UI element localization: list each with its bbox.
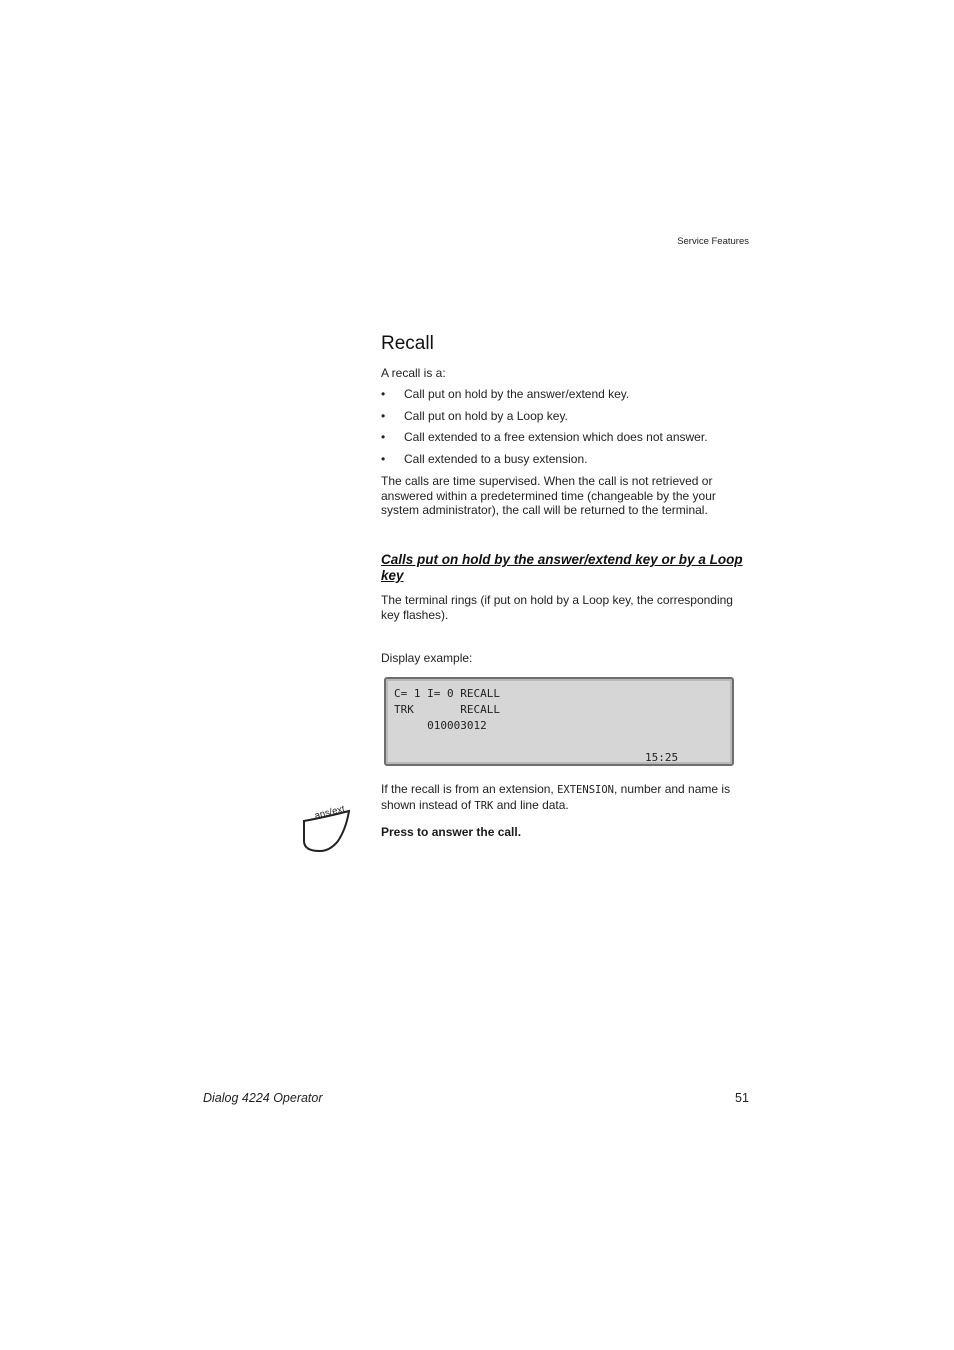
key-label: ans/ext xyxy=(313,803,346,822)
intro-text: A recall is a: xyxy=(381,366,446,380)
list-item-text: Call put on hold by a Loop key. xyxy=(404,408,568,423)
running-header: Service Features xyxy=(677,236,749,247)
section-subheading: Calls put on hold by the answer/extend key or by a Loop key xyxy=(381,552,743,583)
lcd-display xyxy=(384,677,734,766)
display-line-1: C= 1 I= 0 RECALL xyxy=(394,687,500,700)
display-example-label: Display example: xyxy=(381,651,473,665)
paragraph-text: If the recall is from an extension, xyxy=(381,782,558,796)
list-item-text: Call put on hold by the answer/extend key. xyxy=(404,387,630,401)
bullet-icon: • xyxy=(381,452,386,467)
paragraph-text: , number and name is shown instead of xyxy=(381,782,731,812)
bullet-icon: • xyxy=(381,430,386,445)
list-item xyxy=(381,452,761,474)
list-item-text: Call extended to a free extension which does not answer. xyxy=(404,430,708,445)
page-number: 51 xyxy=(735,1091,749,1105)
list-item xyxy=(381,387,761,409)
paragraph-text: and line data. xyxy=(493,797,569,812)
list-item xyxy=(381,409,761,431)
display-line-2: TRK RECALL xyxy=(394,703,500,716)
answer-instruction: Press to answer the call. xyxy=(381,825,522,839)
display-line-3: 010003012 xyxy=(394,719,487,732)
footer-title: Dialog 4224 Operator xyxy=(203,1091,323,1105)
display-term-trk: TRK xyxy=(474,799,494,812)
extension-recall-paragraph xyxy=(381,782,753,813)
display-time: 15:25 xyxy=(645,751,679,764)
time-supervision-paragraph: The calls are time supervised. When the call is not retrieved or answered within a predetermined time (changeable by the your system administrator), the call will be returned to the terminal. xyxy=(381,474,716,517)
list-item-text: Call extended to a busy extension. xyxy=(404,452,588,467)
recall-types-list xyxy=(381,387,761,474)
ringing-paragraph: The terminal rings (if put on hold by a Loop key, the corresponding key flashes). xyxy=(381,593,733,622)
display-term-extension: EXTENSION xyxy=(557,784,614,796)
list-item xyxy=(381,430,761,452)
bullet-icon: • xyxy=(381,387,386,401)
page-title: Recall xyxy=(381,333,434,354)
bullet-icon: • xyxy=(381,408,386,423)
ans-ext-key-icon[interactable] xyxy=(300,797,360,862)
